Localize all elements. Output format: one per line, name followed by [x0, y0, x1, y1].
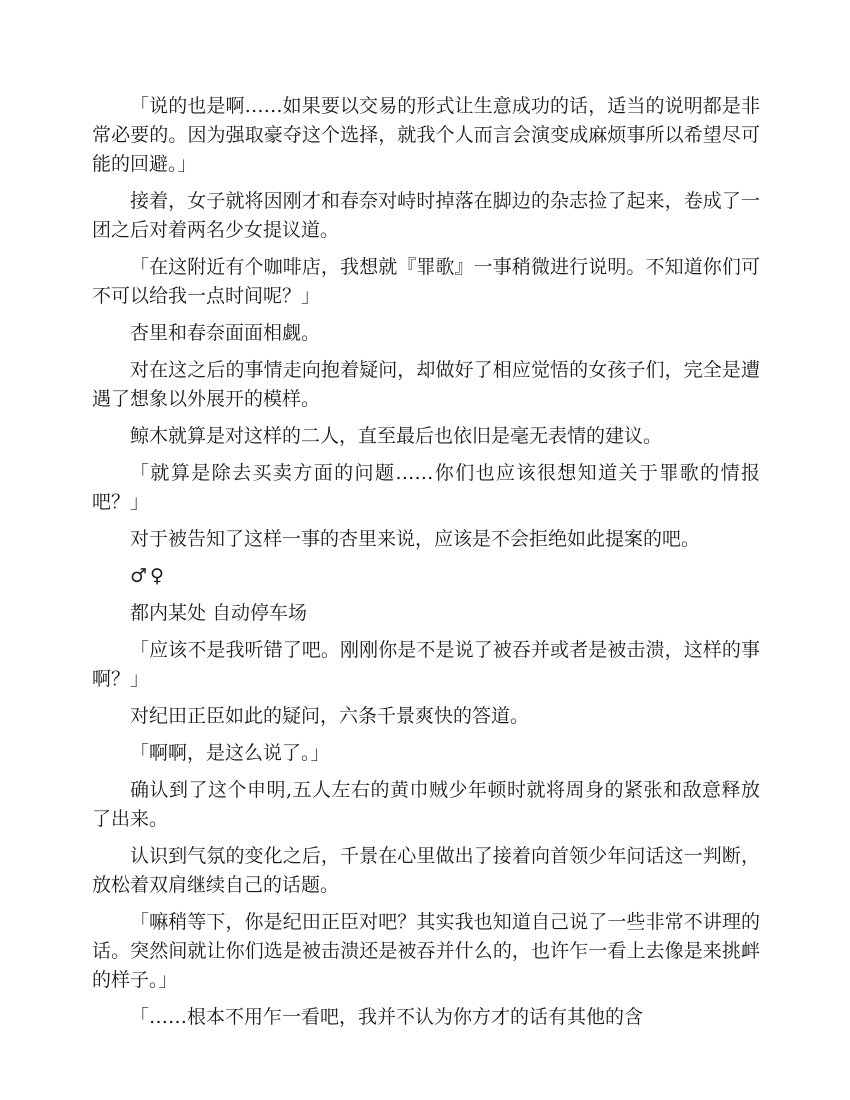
- paragraph: 杏里和春奈面面相觑。: [130, 322, 321, 344]
- paragraph: 「在这附近有个咖啡店，我想就『罪歌』一事稍微进行说明。不知道你们可不可以给我一点时间呢？」: [92, 256, 760, 307]
- scene-heading: 都内某处 自动停车场: [130, 602, 308, 624]
- paragraph: 对纪田正臣如此的疑问，六条千景爽快的答道。: [130, 705, 530, 727]
- paragraph: 「……根本不用乍一看吧，我并不认为你方才的话有其他的含: [130, 1006, 644, 1028]
- paragraph: 认识到气氛的变化之后，千景在心里做出了接着向首领少年问话这一判断，放松着双肩继续自己的话题。: [92, 845, 760, 896]
- paragraph: 「说的也是啊……如果要以交易的形式让生意成功的话，适当的说明都是非常必要的。因为强取豪夺这个选择，就我个人而言会演变成麻烦事所以希望尽可能的回避。」: [92, 95, 760, 175]
- paragraph: 对于被告知了这样一事的杏里来说，应该是不会拒绝如此提案的吧。: [130, 528, 701, 550]
- paragraph: 鲸木就算是对这样的二人，直至最后也依旧是毫无表情的建议。: [130, 425, 663, 447]
- paragraph: 确认到了这个申明,五人左右的黄巾贼少年顿时就将周身的紧张和敌意释放了出来。: [92, 779, 760, 830]
- paragraph: 「就算是除去买卖方面的问题……你们也应该很想知道关于罪歌的情报吧？」: [92, 462, 760, 513]
- paragraph: 「啊啊，是这么说了。」: [130, 742, 330, 764]
- paragraph: 对在这之后的事情走向抱着疑问，却做好了相应觉悟的女孩子们，完全是遭遇了想象以外展开的模样。: [92, 359, 760, 410]
- paragraph: 「嘛稍等下，你是纪田正臣对吧？其实我也知道自己说了一些非常不讲理的话。突然间就让你们选是被击溃还是被吞并什么的，也许乍一看上去像是来挑衅的样子。」: [92, 911, 760, 991]
- paragraph: 「应该不是我听错了吧。刚刚你是不是说了被吞并或者是被击溃，这样的事啊？」: [92, 639, 760, 690]
- scene-break-symbol: ♂♀: [130, 565, 167, 587]
- book-page: [92, 92, 760, 1040]
- paragraph: 接着，女子就将因刚才和春奈对峙时掉落在脚边的杂志捡了起来，卷成了一团之后对着两名少女提议道。: [92, 190, 760, 241]
